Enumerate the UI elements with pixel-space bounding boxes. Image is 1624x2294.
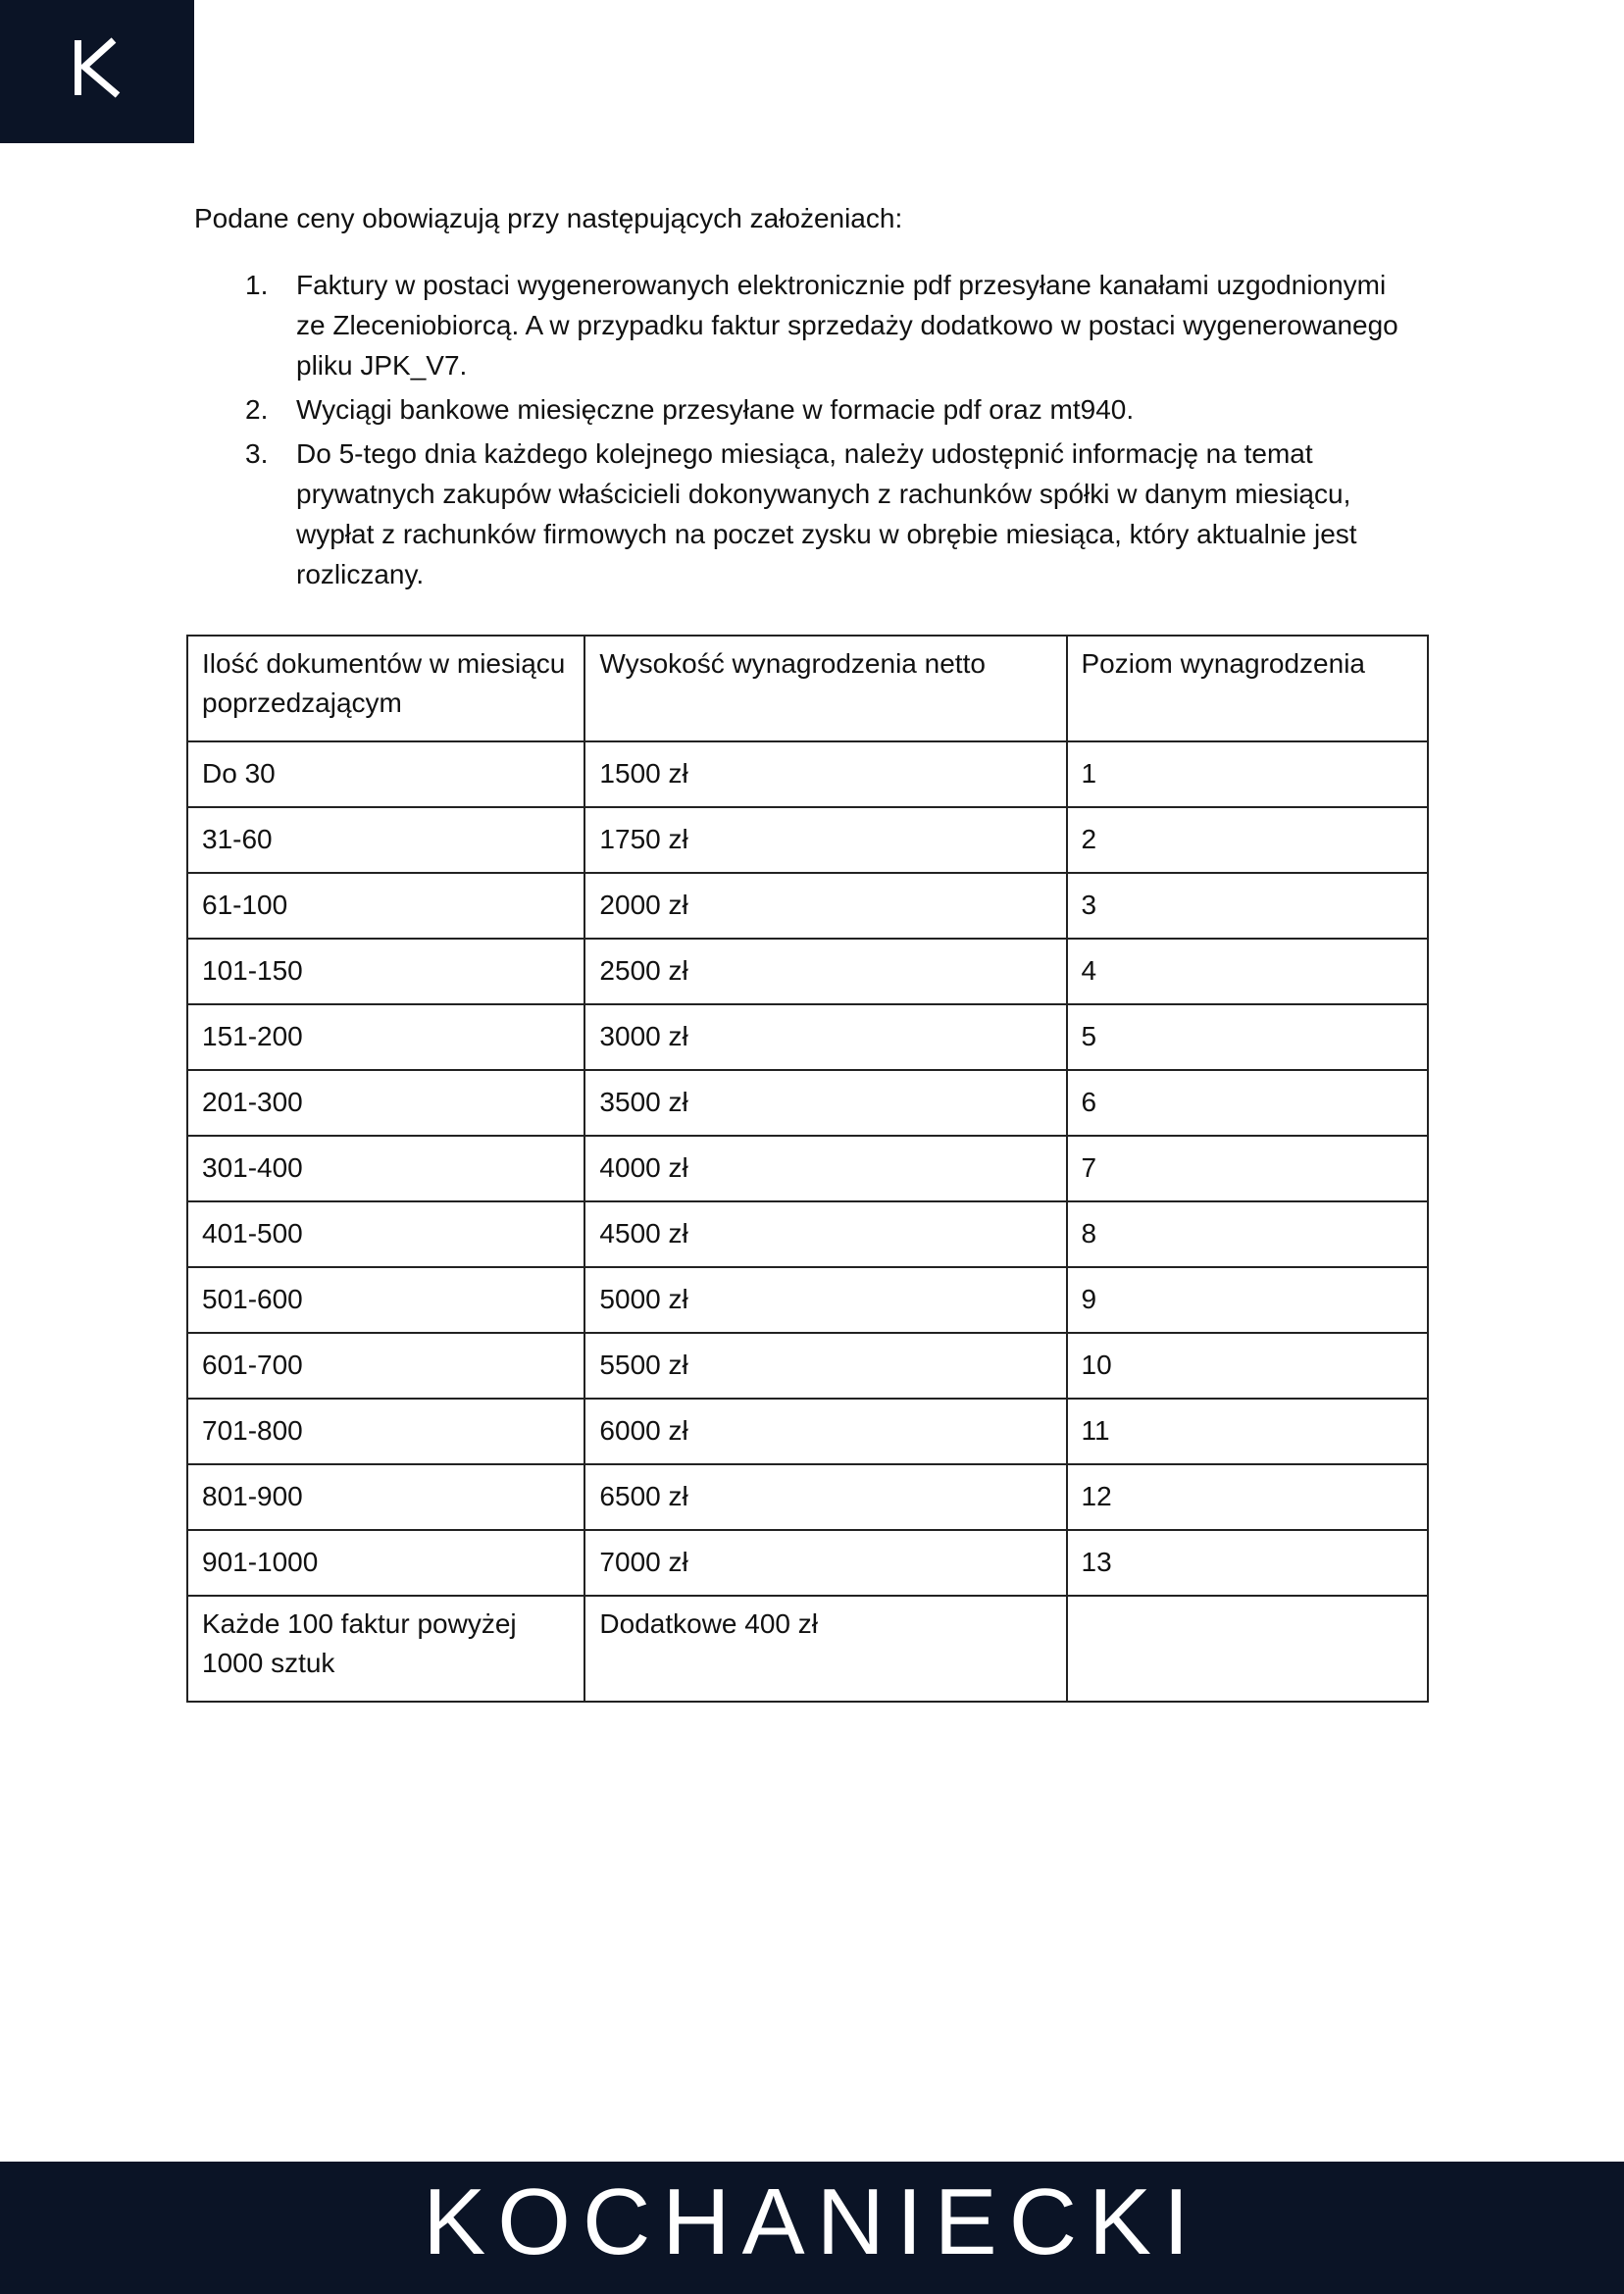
cell-document-range: 601-700 <box>187 1333 584 1399</box>
table-row <box>187 1464 1428 1530</box>
table-header-row <box>187 636 1428 741</box>
table-row <box>187 1004 1428 1070</box>
table-row <box>187 1136 1428 1201</box>
pricing-table <box>186 635 1429 1703</box>
cell-document-range: 401-500 <box>187 1201 584 1267</box>
cell-net-fee: Dodatkowe 400 zł <box>584 1596 1066 1702</box>
cell-net-fee: 1500 zł <box>584 741 1066 807</box>
table-row <box>187 1530 1428 1596</box>
table-row <box>187 741 1428 807</box>
cell-net-fee: 4000 zł <box>584 1136 1066 1201</box>
intro-text: Podane ceny obowiązują przy następujących założeniach: <box>194 203 903 233</box>
cell-document-range: Do 30 <box>187 741 584 807</box>
cell-fee-level: 5 <box>1067 1004 1429 1070</box>
list-item-number: 1. <box>245 270 269 300</box>
table-row <box>187 807 1428 873</box>
cell-fee-level: 6 <box>1067 1070 1429 1136</box>
cell-net-fee: 5000 zł <box>584 1267 1066 1333</box>
cell-fee-level <box>1067 1596 1429 1702</box>
footer-wordmark: KOCHANIECKI <box>423 2169 1201 2274</box>
cell-net-fee: 6500 zł <box>584 1464 1066 1530</box>
list-item-text: Wyciągi bankowe miesięczne przesyłane w formacie pdf oraz mt940. <box>296 394 1135 425</box>
cell-fee-level: 11 <box>1067 1399 1429 1464</box>
cell-fee-level: 9 <box>1067 1267 1429 1333</box>
table-row <box>187 1267 1428 1333</box>
header-logo-block <box>0 0 194 143</box>
header-net-fee: Wysokość wynagrodzenia netto <box>584 636 1066 741</box>
cell-net-fee: 2500 zł <box>584 939 1066 1004</box>
cell-document-range: Każde 100 faktur powyżej 1000 sztuk <box>187 1596 584 1702</box>
list-item <box>194 433 1420 594</box>
cell-fee-level: 12 <box>1067 1464 1429 1530</box>
conditions-list <box>194 265 1420 598</box>
cell-net-fee: 3500 zł <box>584 1070 1066 1136</box>
table-row <box>187 1201 1428 1267</box>
cell-document-range: 31-60 <box>187 807 584 873</box>
cell-fee-level: 7 <box>1067 1136 1429 1201</box>
table-row <box>187 1333 1428 1399</box>
cell-document-range: 151-200 <box>187 1004 584 1070</box>
cell-document-range: 901-1000 <box>187 1530 584 1596</box>
list-item-text: Do 5-tego dnia każdego kolejnego miesiąca, należy udostępnić informację na temat prywatnych zakupów właścicieli dokonywanych z rachunków spółki w danym miesiącu, wypłat z rachunków firmowych na poczet zysku w obrębie miesiąca, który aktualnie jest rozliczany. <box>296 438 1357 589</box>
cell-fee-level: 8 <box>1067 1201 1429 1267</box>
cell-net-fee: 1750 zł <box>584 807 1066 873</box>
cell-fee-level: 1 <box>1067 741 1429 807</box>
header-fee-level: Poziom wynagrodzenia <box>1067 636 1429 741</box>
cell-document-range: 701-800 <box>187 1399 584 1464</box>
kochaniecki-wordmark-logo <box>0 2162 1624 2294</box>
list-item <box>194 265 1420 385</box>
table-row <box>187 939 1428 1004</box>
cell-fee-level: 3 <box>1067 873 1429 939</box>
table-row <box>187 873 1428 939</box>
cell-fee-level: 13 <box>1067 1530 1429 1596</box>
k-monogram-logo-icon <box>0 0 194 143</box>
table-row-extra <box>187 1596 1428 1702</box>
cell-document-range: 61-100 <box>187 873 584 939</box>
cell-document-range: 501-600 <box>187 1267 584 1333</box>
list-item-number: 3. <box>245 438 269 469</box>
table-row <box>187 1070 1428 1136</box>
footer-band <box>0 2162 1624 2294</box>
table-row <box>187 1399 1428 1464</box>
cell-fee-level: 4 <box>1067 939 1429 1004</box>
cell-document-range: 301-400 <box>187 1136 584 1201</box>
cell-net-fee: 5500 zł <box>584 1333 1066 1399</box>
cell-document-range: 801-900 <box>187 1464 584 1530</box>
list-item <box>194 389 1420 430</box>
list-item-text: Faktury w postaci wygenerowanych elektronicznie pdf przesyłane kanałami uzgodnionymi ze Zleceniobiorcą. A w przypadku faktur sprzedaży dodatkowo w postaci wygenerowanego pliku JPK_V7. <box>296 270 1398 381</box>
cell-net-fee: 4500 zł <box>584 1201 1066 1267</box>
cell-net-fee: 7000 zł <box>584 1530 1066 1596</box>
cell-document-range: 201-300 <box>187 1070 584 1136</box>
cell-net-fee: 3000 zł <box>584 1004 1066 1070</box>
list-item-number: 2. <box>245 394 269 425</box>
cell-fee-level: 2 <box>1067 807 1429 873</box>
cell-document-range: 101-150 <box>187 939 584 1004</box>
header-document-count: Ilość dokumentów w miesiącu poprzedzającym <box>187 636 584 741</box>
cell-net-fee: 2000 zł <box>584 873 1066 939</box>
cell-net-fee: 6000 zł <box>584 1399 1066 1464</box>
cell-fee-level: 10 <box>1067 1333 1429 1399</box>
